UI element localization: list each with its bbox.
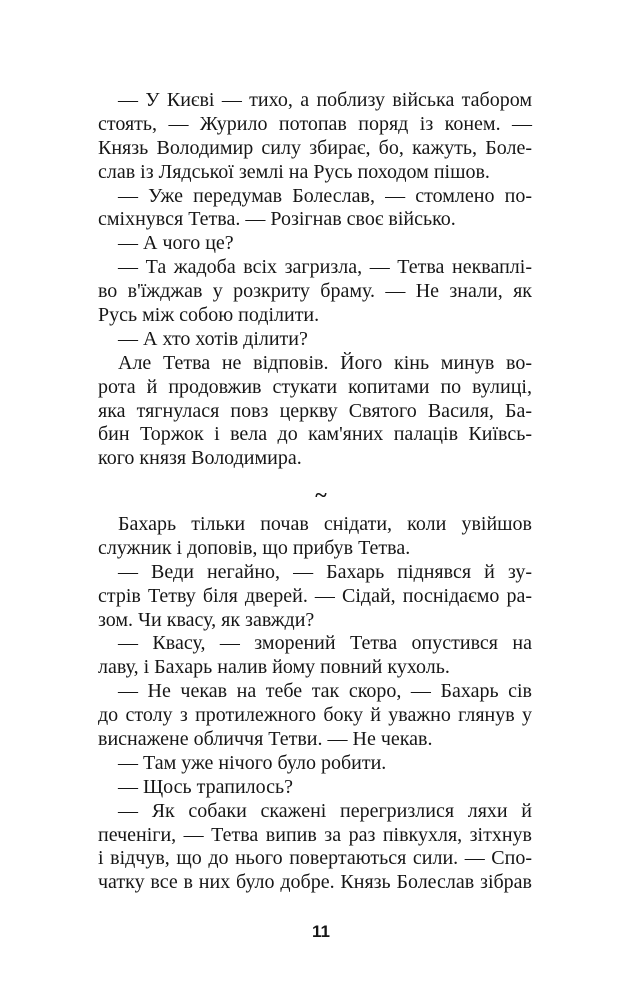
text-line: кого князя Володимира. — [98, 447, 302, 470]
text-line: Але Тетва не відповів. Його кінь минув во- — [118, 351, 532, 374]
text-line: — Як собаки скажені перегризлися ляхи й — [118, 799, 532, 822]
text-section-1 — [98, 89, 532, 471]
text-line: Князь Володимир силу збирає, бо, кажуть, Боле- — [98, 136, 532, 159]
text-line: — Веди негайно, — Бахарь піднявся й зу- — [118, 560, 532, 583]
text-line: — А чого це? — [118, 232, 234, 255]
page-number: 11 — [312, 922, 330, 941]
section-separator: ~ — [315, 482, 327, 507]
text-line: — Там уже нічого було робити. — [118, 751, 387, 774]
text-line: до столу з протилежного боку й уважно глянув у — [98, 704, 532, 727]
text-line: сміхнувся Тетва. — Розігнав своє військо. — [98, 208, 456, 231]
text-line: Бахарь тільки почав снідати, коли увійшов — [118, 513, 532, 535]
text-line: — У Києві — тихо, а поблизу війська табором — [118, 89, 532, 111]
text-line: во в'їжджав у розкриту браму. — Не знали, як — [98, 280, 532, 303]
text-line: зом. Чи квасу, як завжди? — [98, 608, 315, 631]
text-line: виснажене обличчя Тетви. — Не чекав. — [98, 728, 433, 751]
text-line: рота й продовжив стукати копитами по вулиці, — [98, 375, 532, 398]
text-line: стрів Тетву біля дверей. — Сідай, поснідаємо ра- — [98, 584, 532, 607]
text-line: служник і доповів, що прибув Тетва. — [98, 536, 411, 559]
text-line: — А хто хотів ділити? — [118, 327, 308, 350]
text-line: слав із Лядської землі на Русь походом пішов. — [98, 160, 490, 183]
text-line: — Не чекав на тебе так скоро, — Бахарь сів — [118, 680, 532, 703]
text-line: — Квасу, — зморений Тетва опустився на — [118, 632, 532, 655]
text-line: — Щось трапилось? — [118, 775, 294, 798]
text-line: Русь між собою поділити. — [98, 304, 320, 327]
text-line: стоять, — Журило потопав поряд із конем. — — [98, 112, 532, 135]
text-line: і відчув, що до нього повертаються сили. — Спо- — [98, 847, 532, 870]
text-line: — Уже передумав Болеслав, — стомлено по- — [118, 184, 532, 207]
text-section-2 — [98, 513, 532, 895]
text-line: — Та жадоба всіх загризла, — Тетва некваплі- — [118, 256, 532, 279]
text-line: чатку все в них було добре. Князь Болеслав зібрав — [98, 871, 532, 894]
text-line: печеніги, — Тетва випив за раз півкухля, зітхнув — [98, 823, 532, 846]
text-line: бин Торжок і вела до кам'яних палаців Київсь- — [98, 423, 532, 446]
text-line: яка тягнулася повз церкву Святого Василя, Ба- — [98, 399, 532, 422]
text-line: лаву, і Бахарь налив йому повний кухоль. — [98, 656, 450, 679]
